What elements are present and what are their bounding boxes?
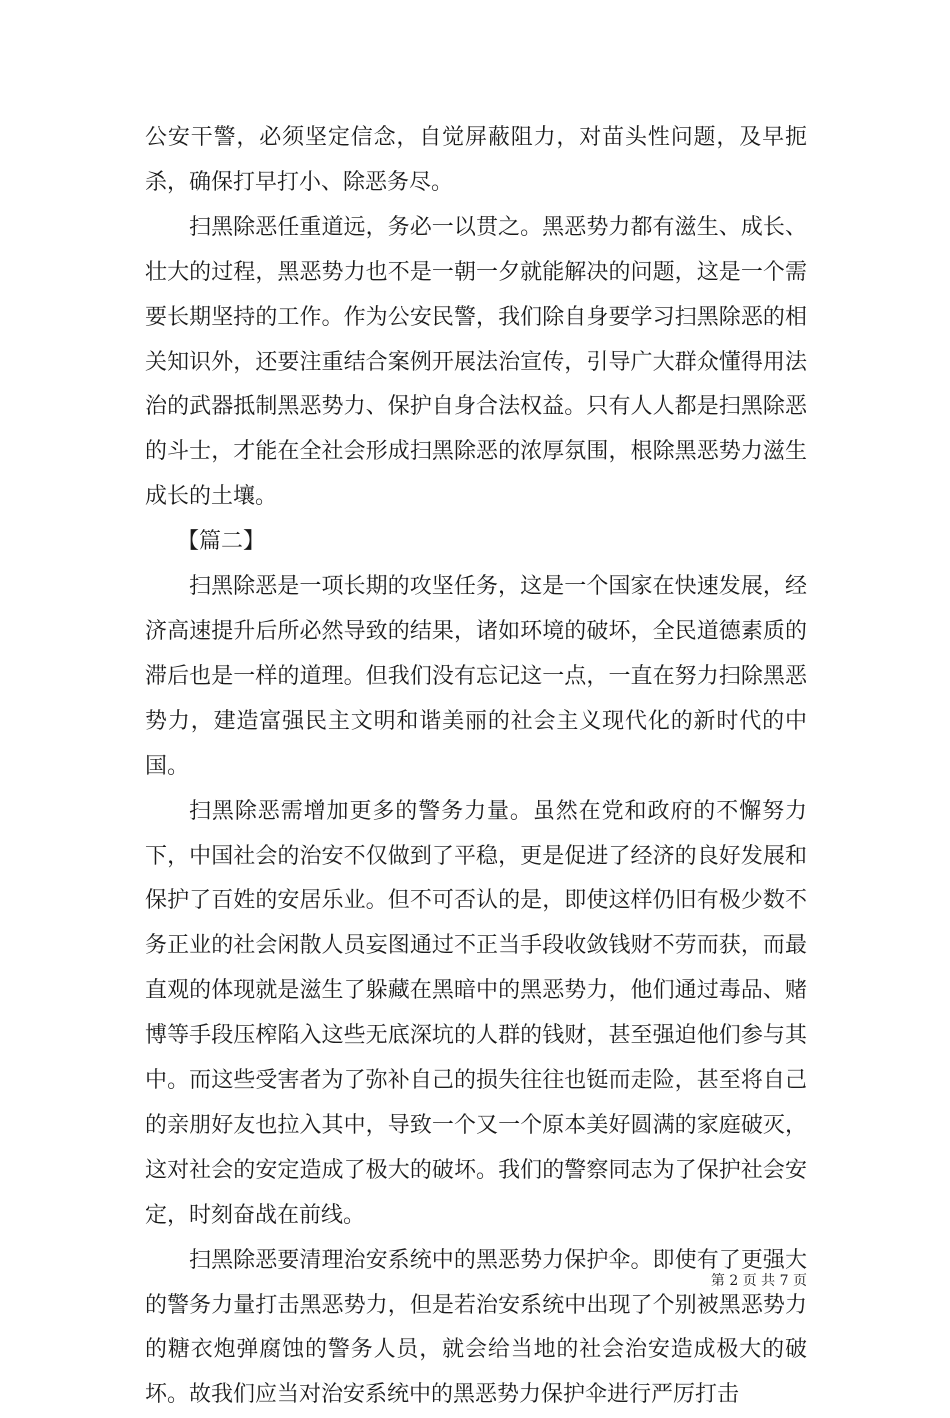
paragraph: 扫黑除恶需增加更多的警务力量。虽然在党和政府的不懈努力下，中国社会的治安不仅做到了平稳，更是促进了经济的良好发展和保护了百姓的安居乐业。但不可否认的是，即使这样仍旧有极少数不务正业的社会闲散人员妄图通过不正当手段收敛钱财不劳而获，而最直观的体现就是滋生了躲藏在黑暗中的黑恶势力，他们通过毒品、赌博等手段压榨陷入这些无底深坑的人群的钱财，甚至强迫他们参与其中。而这些受害者为了弥补自己的损失往往也铤而走险，甚至将自己的亲朋好友也拉入其中，导致一个又一个原本美好圆满的家庭破灭，这对社会的安定造成了极大的破坏。我们的警察同志为了保护社会安定，时刻奋战在前线。 <box>145 798 807 1228</box>
paragraph: 扫黑除恶要清理治安系统中的黑恶势力保护伞。即使有了更强大的警务力量打击黑恶势力，但是若治安系统中出现了个别被黑恶势力的糖衣炮弹腐蚀的警务人员，就会给当地的社会治安造成极大的破坏。故我们应当对治安系统中的黑恶势力保护伞进行严厉打击 <box>145 1247 807 1408</box>
paragraph: 扫黑除恶是一项长期的攻坚任务，这是一个国家在快速发展，经济高速提升后所必然导致的结果，诸如环境的破坏，全民道德素质的滞后也是一样的道理。但我们没有忘记这一点，一直在努力扫除黑恶势力，建造富强民主文明和谐美丽的社会主义现代化的新时代的中国。 <box>145 574 807 779</box>
section-heading: 【篇二】 <box>177 529 266 555</box>
document-body <box>145 116 807 1418</box>
paragraph: 扫黑除恶任重道远，务必一以贯之。黑恶势力都有滋生、成长、壮大的过程，黑恶势力也不是一朝一夕就能解决的问题，这是一个需要长期坚持的工作。作为公安民警，我们除自身要学习扫黑除恶的相关知识外，还要注重结合案例开展法治宣传，引导广大群众懂得用法治的武器抵制黑恶势力、保护自身合法权益。只有人人都是扫黑除恶的斗士，才能在全社会形成扫黑除恶的浓厚氛围，根除黑恶势力滋生成长的土壤。 <box>145 214 807 510</box>
paragraph-continuation: 公安干警，必须坚定信念，自觉屏蔽阻力，对苗头性问题，及早扼杀，确保打早打小、除恶务尽。 <box>145 125 807 195</box>
page-number-footer: 第 2 页 共 7 页 <box>710 1273 807 1289</box>
